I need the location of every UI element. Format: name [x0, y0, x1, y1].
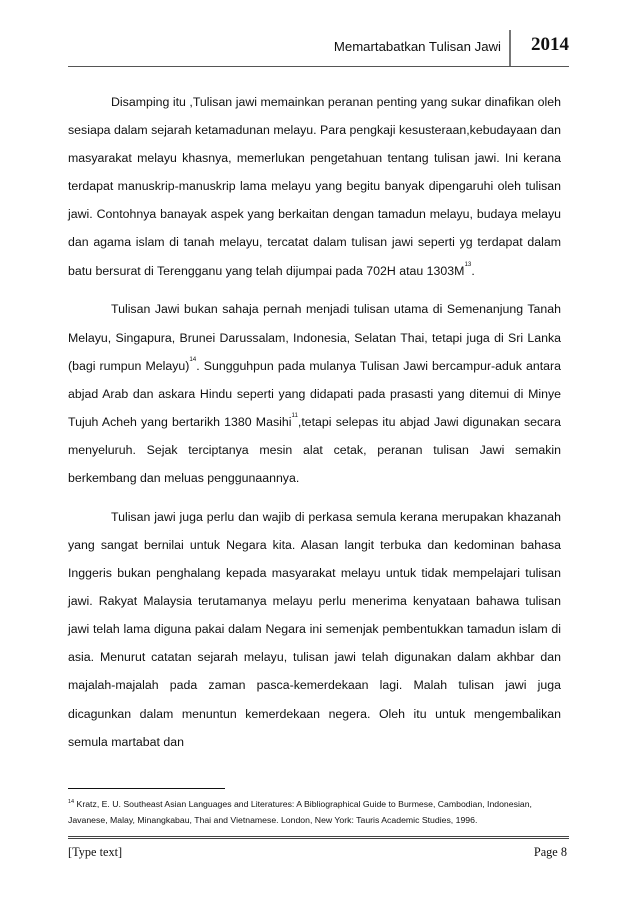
footnote-ref: 14 — [189, 355, 197, 363]
footnote-text: Kratz, E. U. Southeast Asian Languages and Literatures: A Bibliographical Guide to Burmese, Cambodian, Indonesian, Javanese, Malay, Minangkabau, Thai and Vietnamese. London, New York: Tauris Academic Studies, 1996. — [68, 799, 532, 825]
footnote-ref: 11 — [291, 411, 298, 419]
header-title: Memartabatkan Tulisan Jawi — [333, 39, 501, 54]
page-header — [68, 28, 569, 67]
paragraph-2 — [68, 295, 561, 492]
footnote — [68, 796, 548, 828]
paragraph-text: Disamping itu ,Tulisan jawi memainkan peranan penting yang sukar dinafikan oleh sesiapa dalam sejarah ketamadunan melayu. Para pengkaji kesusteraan,kebudayaan dan masyarakat melayu khasnya, memerlukan pengetahuan tentang tulisan jawi. Ini kerana terdapat manuskrip-manuskrip lama melayu yang begitu banyak dipengaruhi oleh tulisan jawi. Contohnya banayak aspek yang berkaitan dengan tamadun melayu, budaya melayu dan agama islam di tanah melayu, tercatat dalam tulisan jawi seperti yg terdapat dalam batu bersurat di Terengganu yang telah dijumpai pada 702H atau 1303M — [68, 95, 561, 278]
paragraph-3 — [68, 503, 561, 756]
header-divider — [509, 30, 511, 66]
body-text — [68, 88, 561, 756]
page-number: Page 8 — [533, 845, 567, 859]
paragraph-text: Tulisan jawi juga perlu dan wajib di perkasa semula kerana merupakan khazanah yang sangat bernilai untuk Negara kita. Alasan langit terbuka dan kedominan bahasa Inggeris bukan penghalang kepada masyarakat melayu untuk tidak mempelajari tulisan jawi. Rakyat Malaysia terutamanya melayu perlu menerima kenyataan bahawa tulisan jawi telah lama diguna pakai dalam Negara ini semenjak pembentukkan tamadun islam di asia. Menurut catatan sejarah melayu, tulisan jawi telah digunakan dalam akhbar dan majalah-majalah pada zaman pasca-kemerdekaan lagi. Malah tulisan jawi juga dicagunkan dalam menuntun kemerdekaan negera. Oleh itu untuk mengembalikan semula martabat dan — [68, 509, 561, 749]
footnote-ref: 13 — [464, 260, 472, 268]
footnote-marker: 14 — [68, 799, 75, 805]
paragraph-text: ,tetapi selepas itu abjad Jawi digunakan secara menyeluruh. Sejak terciptanya mesin alat cetak, peranan tulisan Jawi semakin berkembang dan meluas penggunaannya. — [68, 414, 561, 486]
paragraph-text: . Sungguhpun pada mulanya Tulisan Jawi bercampur-aduk antara abjad Arab dan askara Hindu seperti yang didapati pada prasasti yang ditemui di Minye Tujuh Acheh yang bertarikh 1380 Masihi — [68, 358, 561, 429]
paragraph-tail: . — [471, 263, 475, 278]
page-footer — [68, 836, 569, 859]
paragraph-1 — [68, 88, 561, 285]
footer-placeholder-text: [Type text] — [68, 845, 123, 859]
footnote-separator — [68, 788, 225, 789]
header-year: 2014 — [531, 34, 569, 55]
paragraph-text: Tulisan Jawi bukan sahaja pernah menjadi tulisan utama di Semenanjung Tanah Melayu, Singapura, Brunei Darussalam, Indonesia, Selatan Thai, tetapi juga di Sri Lanka (bagi rumpun Melayu) — [68, 302, 561, 373]
